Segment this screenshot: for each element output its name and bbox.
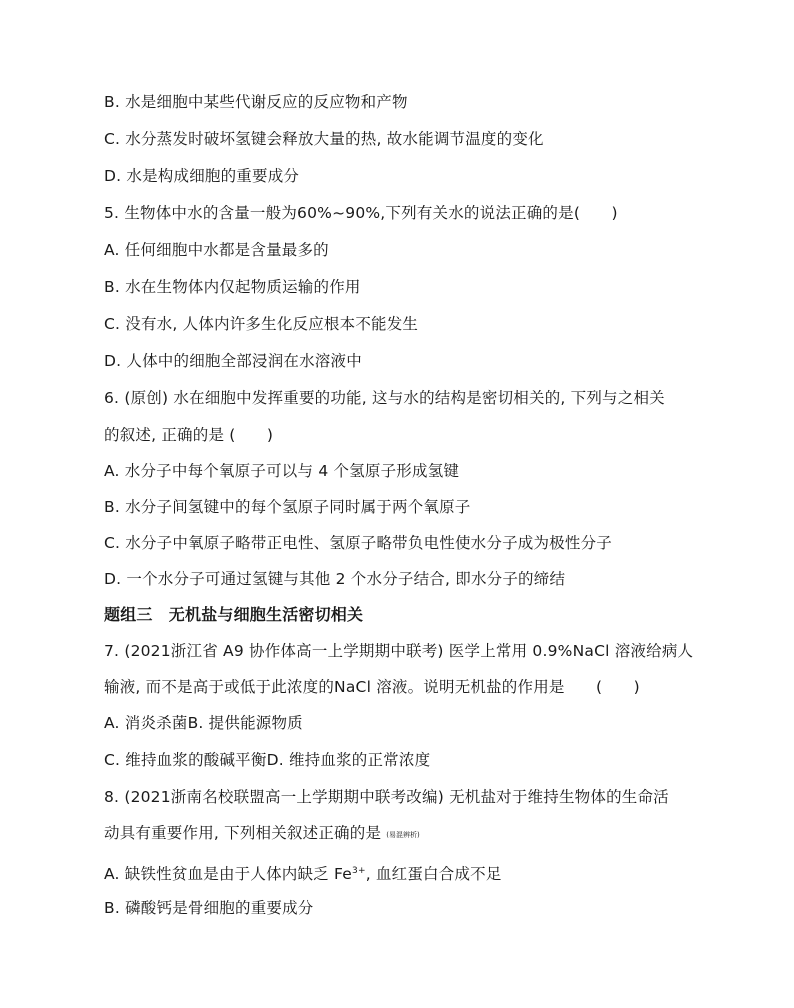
- q6-option-d: D. 一个水分子可通过氢键与其他 2 个水分子结合, 即水分子的缔结: [104, 570, 566, 588]
- q5-stem: 5. 生物体中水的含量一般为60%~90%,下列有关水的说法正确的是( ): [104, 204, 618, 222]
- q8-stem-line2-text: 动具有重要作用, 下列相关叙述正确的是: [104, 824, 387, 842]
- q8-small-tag: (易混辨析): [386, 831, 420, 839]
- q8-option-a-tail: , 血红蛋白合成不足: [365, 865, 502, 883]
- q5-option-b: B. 水在生物体内仅起物质运输的作用: [104, 278, 361, 296]
- q5-option-c: C. 没有水, 人体内许多生化反应根本不能发生: [104, 315, 419, 333]
- q4-option-b: B. 水是细胞中某些代谢反应的反应物和产物: [104, 93, 408, 111]
- q7-options-cd: C. 维持血浆的酸碱平衡D. 维持血浆的正常浓度: [104, 751, 431, 769]
- q7-stem-line1: 7. (2021浙江省 A9 协作体高一上学期期中联考) 医学上常用 0.9%NaCl 溶液给病人: [104, 642, 694, 660]
- q6-option-c: C. 水分子中氧原子略带正电性、氢原子略带负电性使水分子成为极性分子: [104, 534, 612, 552]
- q8-option-a: [104, 861, 724, 884]
- fe-charge: 3+: [352, 866, 366, 876]
- q7-options-ab: A. 消炎杀菌B. 提供能源物质: [104, 714, 303, 732]
- q4-option-d: D. 水是构成细胞的重要成分: [104, 167, 300, 185]
- q6-option-a: A. 水分子中每个氧原子可以与 4 个氢原子形成氢键: [104, 462, 460, 480]
- q6-option-b: B. 水分子间氢键中的每个氢原子同时属于两个氧原子: [104, 498, 471, 516]
- section-heading-group3: 题组三 无机盐与细胞生活密切相关: [104, 605, 364, 624]
- q5-option-a: A. 任何细胞中水都是含量最多的: [104, 241, 329, 259]
- q7-stem-line2: 输液, 而不是高于或低于此浓度的NaCl 溶液。说明无机盐的作用是 ( ): [104, 678, 640, 696]
- q6-stem-line1: 6. (原创) 水在细胞中发挥重要的功能, 这与水的结构是密切相关的, 下列与之相关: [104, 389, 665, 407]
- q5-option-d: D. 人体中的细胞全部浸润在水溶液中: [104, 352, 362, 370]
- q8-option-b: B. 磷酸钙是骨细胞的重要成分: [104, 899, 314, 917]
- q8-stem-line2: [104, 823, 724, 845]
- q6-stem-line2: 的叙述, 正确的是 ( ): [104, 426, 274, 444]
- q8-stem-line1: 8. (2021浙南名校联盟高一上学期期中联考改编) 无机盐对于维持生物体的生命活: [104, 788, 669, 806]
- q4-option-c: C. 水分蒸发时破坏氢键会释放大量的热, 故水能调节温度的变化: [104, 130, 544, 148]
- q8-option-a-text: A. 缺铁性贫血是由于人体内缺乏 Fe: [104, 865, 353, 883]
